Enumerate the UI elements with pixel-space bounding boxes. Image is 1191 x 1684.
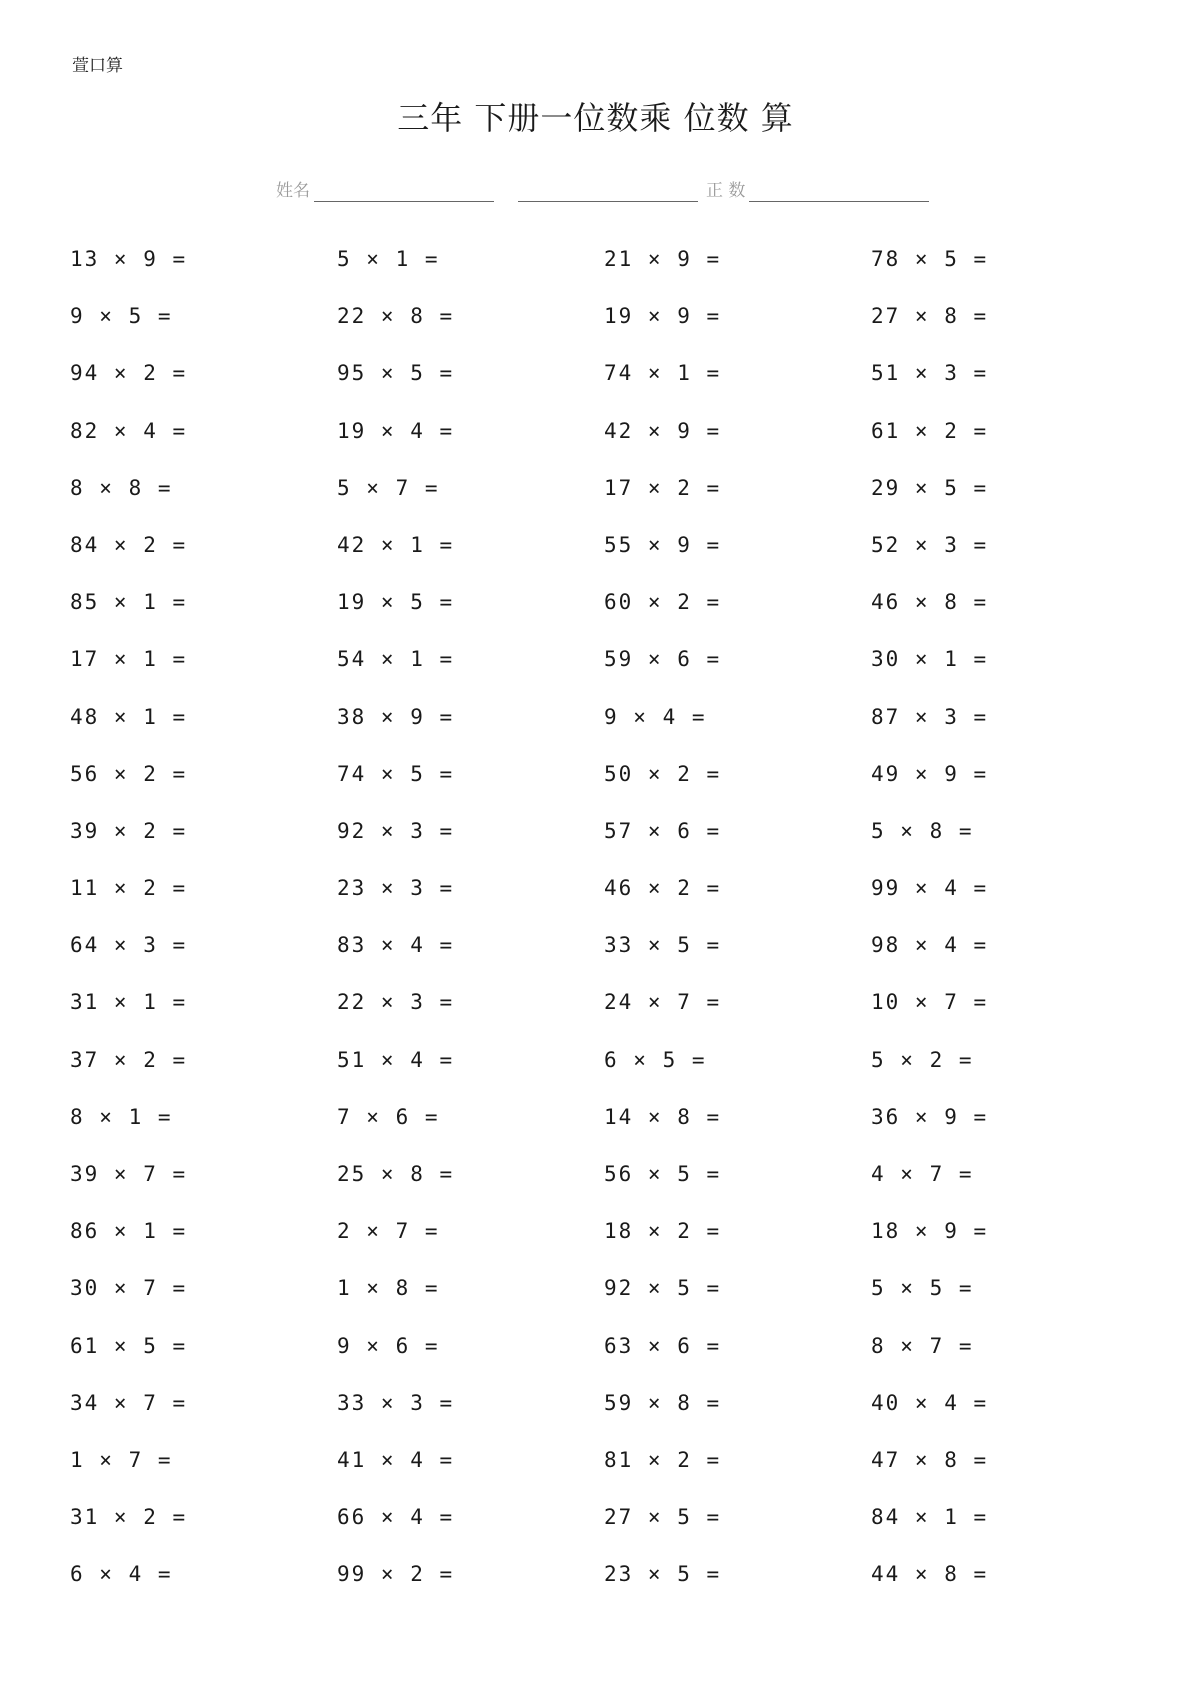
name-label: 姓名 bbox=[276, 181, 310, 201]
problem-item: 22 × 3 = bbox=[337, 990, 455, 1015]
problem-item: 22 × 8 = bbox=[337, 304, 455, 329]
problem-item: 38 × 9 = bbox=[337, 704, 455, 729]
score-field bbox=[518, 178, 929, 202]
problem-item: 27 × 8 = bbox=[871, 304, 989, 329]
problem-item: 47 × 8 = bbox=[871, 1447, 989, 1472]
problem-item: 78 × 5 = bbox=[871, 247, 989, 271]
problem-item: 25 × 8 = bbox=[337, 1162, 455, 1186]
problem-item: 8 × 1 = bbox=[70, 1104, 173, 1129]
problem-item: 7 × 6 = bbox=[337, 1104, 440, 1129]
problem-item: 95 × 5 = bbox=[337, 361, 455, 386]
problem-item: 74 × 5 = bbox=[337, 761, 455, 786]
name-underline bbox=[314, 183, 494, 202]
problem-item: 31 × 2 = bbox=[70, 1505, 188, 1530]
problem-item: 39 × 7 = bbox=[70, 1162, 188, 1186]
problem-item: 51 × 3 = bbox=[871, 361, 989, 386]
problem-item: 10 × 7 = bbox=[871, 990, 989, 1015]
problem-item: 81 × 2 = bbox=[604, 1447, 722, 1472]
problem-item: 87 × 3 = bbox=[871, 704, 989, 729]
problem-item: 92 × 3 = bbox=[337, 818, 455, 843]
problem-item: 63 × 6 = bbox=[604, 1333, 722, 1358]
problem-item: 46 × 8 = bbox=[871, 590, 989, 615]
problem-item: 29 × 5 = bbox=[871, 475, 989, 500]
problem-item: 33 × 5 = bbox=[604, 933, 722, 958]
problem-item: 44 × 8 = bbox=[871, 1562, 989, 1587]
problem-item: 50 × 2 = bbox=[604, 761, 722, 786]
problem-item: 66 × 4 = bbox=[337, 1505, 455, 1530]
problem-item: 5 × 7 = bbox=[337, 475, 440, 500]
problem-item: 36 × 9 = bbox=[871, 1104, 989, 1129]
problem-item: 8 × 7 = bbox=[871, 1333, 974, 1358]
problem-item: 49 × 9 = bbox=[871, 761, 989, 786]
problem-item: 60 × 2 = bbox=[604, 590, 722, 615]
problem-item: 17 × 1 = bbox=[70, 647, 188, 672]
problem-item: 48 × 1 = bbox=[70, 704, 188, 729]
problem-item: 34 × 7 = bbox=[70, 1390, 188, 1415]
problem-item: 83 × 4 = bbox=[337, 933, 455, 958]
problem-item: 23 × 5 = bbox=[604, 1562, 722, 1587]
problem-item: 82 × 4 = bbox=[70, 418, 188, 443]
problem-item: 5 × 5 = bbox=[871, 1276, 974, 1301]
problem-item: 59 × 6 = bbox=[604, 647, 722, 672]
problem-item: 6 × 5 = bbox=[604, 1047, 707, 1072]
problem-item: 42 × 9 = bbox=[604, 418, 722, 443]
problem-item: 56 × 2 = bbox=[70, 761, 188, 786]
problem-item: 56 × 5 = bbox=[604, 1162, 722, 1186]
problem-item: 13 × 9 = bbox=[70, 247, 188, 271]
problem-item: 99 × 4 = bbox=[871, 876, 989, 901]
problem-item: 37 × 2 = bbox=[70, 1047, 188, 1072]
problem-item: 84 × 1 = bbox=[871, 1505, 989, 1530]
problem-item: 5 × 8 = bbox=[871, 818, 974, 843]
problem-item: 21 × 9 = bbox=[604, 247, 722, 271]
problem-item: 84 × 2 = bbox=[70, 532, 188, 557]
problem-item: 94 × 2 = bbox=[70, 361, 188, 386]
corner-label: 萱口算 bbox=[72, 56, 123, 76]
problem-item: 5 × 1 = bbox=[337, 247, 440, 271]
problem-item: 86 × 1 = bbox=[70, 1219, 188, 1244]
problem-item: 11 × 2 = bbox=[70, 876, 188, 901]
page-title: 三年 下册一位数乘 位数 算 bbox=[397, 99, 794, 137]
problem-grid bbox=[70, 244, 1138, 1617]
problem-item: 39 × 2 = bbox=[70, 818, 188, 843]
problem-item: 9 × 5 = bbox=[70, 304, 173, 329]
problem-item: 98 × 4 = bbox=[871, 933, 989, 958]
problem-item: 27 × 5 = bbox=[604, 1505, 722, 1530]
problem-item: 30 × 1 = bbox=[871, 647, 989, 672]
problem-item: 5 × 2 = bbox=[871, 1047, 974, 1072]
problem-item: 18 × 2 = bbox=[604, 1219, 722, 1244]
blank-underline bbox=[518, 183, 698, 202]
problem-item: 33 × 3 = bbox=[337, 1390, 455, 1415]
problem-item: 23 × 3 = bbox=[337, 876, 455, 901]
problem-item: 55 × 9 = bbox=[604, 532, 722, 557]
problem-item: 14 × 8 = bbox=[604, 1104, 722, 1129]
problem-item: 61 × 5 = bbox=[70, 1333, 188, 1358]
name-field bbox=[276, 178, 494, 202]
problem-item: 51 × 4 = bbox=[337, 1047, 455, 1072]
problem-item: 18 × 9 = bbox=[871, 1219, 989, 1244]
problem-item: 46 × 2 = bbox=[604, 876, 722, 901]
problem-item: 9 × 6 = bbox=[337, 1333, 440, 1358]
problem-item: 57 × 6 = bbox=[604, 818, 722, 843]
problem-item: 61 × 2 = bbox=[871, 418, 989, 443]
problem-item: 9 × 4 = bbox=[604, 704, 707, 729]
problem-item: 85 × 1 = bbox=[70, 590, 188, 615]
problem-item: 1 × 8 = bbox=[337, 1276, 440, 1301]
problem-item: 64 × 3 = bbox=[70, 933, 188, 958]
problem-item: 19 × 4 = bbox=[337, 418, 455, 443]
problem-item: 41 × 4 = bbox=[337, 1447, 455, 1472]
problem-item: 1 × 7 = bbox=[70, 1447, 173, 1472]
problem-item: 42 × 1 = bbox=[337, 532, 455, 557]
problem-item: 17 × 2 = bbox=[604, 475, 722, 500]
problem-item: 4 × 7 = bbox=[871, 1162, 974, 1186]
problem-item: 31 × 1 = bbox=[70, 990, 188, 1015]
problem-item: 19 × 5 = bbox=[337, 590, 455, 615]
problem-item: 2 × 7 = bbox=[337, 1219, 440, 1244]
problem-item: 40 × 4 = bbox=[871, 1390, 989, 1415]
problem-item: 52 × 3 = bbox=[871, 532, 989, 557]
problem-item: 6 × 4 = bbox=[70, 1562, 173, 1587]
problem-item: 8 × 8 = bbox=[70, 475, 173, 500]
problem-item: 74 × 1 = bbox=[604, 361, 722, 386]
problem-item: 54 × 1 = bbox=[337, 647, 455, 672]
problem-item: 19 × 9 = bbox=[604, 304, 722, 329]
problem-item: 59 × 8 = bbox=[604, 1390, 722, 1415]
problem-item: 99 × 2 = bbox=[337, 1562, 455, 1587]
problem-item: 92 × 5 = bbox=[604, 1276, 722, 1301]
problem-item: 30 × 7 = bbox=[70, 1276, 188, 1301]
score-underline bbox=[749, 183, 929, 202]
score-label: 正 数 bbox=[706, 181, 746, 201]
problem-item: 24 × 7 = bbox=[604, 990, 722, 1015]
